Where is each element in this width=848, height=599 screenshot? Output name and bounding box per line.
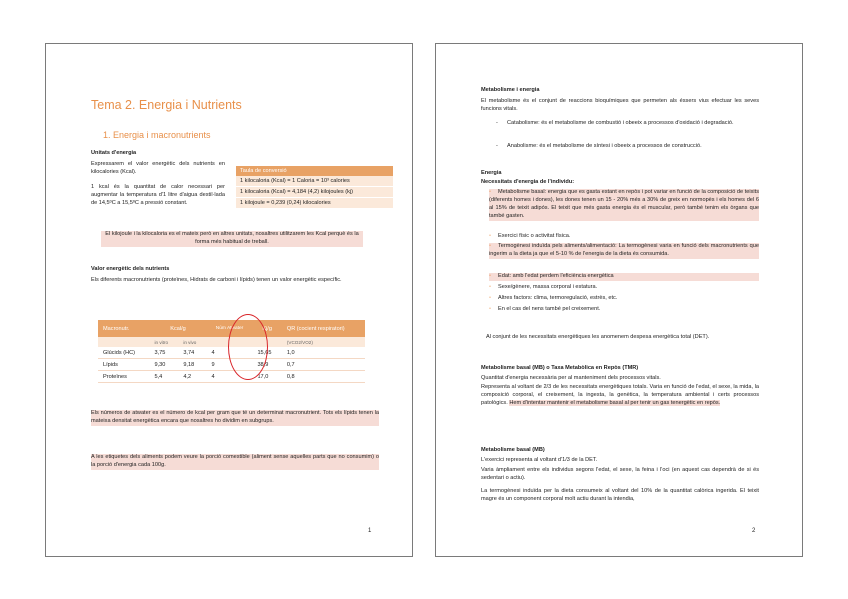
mb-heading: Metabolisme basal (MB): [481, 447, 545, 453]
table-cell: 1,0: [282, 347, 365, 359]
list-item: ▫ En el cas del nens també pel creixement.: [489, 306, 601, 312]
table-cell: 4: [207, 347, 253, 359]
table-cell: 0,7: [282, 359, 365, 371]
label-note: A les etiquetes dels aliments podem veure la porció comestible (aliment sense aquelles parts que no consumim) o la porció d'energia cada 100g.: [91, 454, 379, 468]
metabolism-paragraph: El metabolisme és el conjunt de reaccions bioquímiques que permeten als éssers vius efectuar les seves funcions vitals.: [481, 98, 759, 112]
tmr-heading: Metabolisme basal (MB) o Taxa Metabòlica en Repòs (TMR): [481, 365, 639, 371]
col-header-atwater: Núm Atwater: [207, 320, 253, 337]
nutrients-paragraph: Els diferents macronutrients (proteïnes, Hidrats de carboni i lípids) tenen un valor energètic específic.: [91, 277, 342, 283]
mb-paragraph-3: La termogènesi induïda per la dieta consumeix al voltant del 10% de la quantitat calòrica ingerida. El teixit magre és un component corporal molt actiu durant la intendia,: [481, 488, 759, 502]
document-page-2: [435, 43, 803, 557]
table-cell: 17,0: [252, 371, 281, 383]
table-cell: 3,74: [178, 347, 206, 359]
units-note: El kilojoule i la kilocaloria es el mateix però en altres unitats, nosaltres utilitzarem les Kcal perquè és la forma més habitual de treball.: [101, 231, 363, 247]
subheader-cell: in vitro: [149, 337, 178, 347]
document-page-1: [45, 43, 413, 557]
list-item: ▫ Metabolisme basal: energia que es gasta estant en repòs i pot variar en funció de la composició de teixits (diferents homes i dones), les dones tenen un 15 - 20% més a 30% de greix en normopès i els homes del 6 al 15% de teixit adipós. El teixit que més gasta energia és el muscular, però també tenim els òrgans que també gasten.: [489, 189, 759, 219]
list-item: ▫ Exercici físic o activitat física.: [489, 233, 571, 239]
page-number: 2: [752, 528, 756, 534]
table-cell: 4,2: [178, 371, 206, 383]
list-item: - Catabolisme: és el metabolisme de combustió i obeeix a processos d'oxidació i degradació.: [496, 120, 734, 126]
energy-heading: Energia: [481, 170, 502, 176]
table-cell: Glúcids (HC): [98, 347, 149, 359]
col-header-qr: QR (cocient respiratori): [282, 320, 365, 337]
table-cell: 38,9: [252, 359, 281, 371]
nutrients-heading: Valor energètic dels nutrients: [91, 266, 170, 272]
col-header-kj: Kj/g: [252, 320, 281, 337]
subheader-cell: [98, 337, 149, 347]
list-item: ▫ Edat: amb l'edat perdem l'eficiència energètica: [489, 273, 759, 281]
table-cell: 15,65: [252, 347, 281, 359]
conversion-row: 1 kilocaloria (Kcal) = 4,184 (4,2) kilojoules (kj): [236, 187, 393, 198]
col-header-kcal: Kcal/g: [149, 320, 206, 337]
table-row: [98, 371, 365, 383]
units-heading: Unitats d'energia: [91, 150, 137, 156]
section-heading: 1. Energia i macronutrients: [103, 130, 211, 140]
subheader-cell: (VCO2/VO2): [282, 337, 365, 347]
atwater-note: Els números de atwater es el número de kcal per gram que té un determinat macronutrient. Tots els lípids tenen la mateixa densitat energètica encara que nosaltres ho dividim en subgrups.: [91, 410, 379, 424]
atwater-highlight-circle: [228, 314, 268, 380]
table-cell: 9,30: [149, 359, 178, 371]
tmr-highlight: Hem d'intentar mantenir el metabolisme basal al per tenir un gas tenergètic en repòs.: [509, 399, 721, 406]
conversion-table: [236, 166, 393, 209]
table-cell: 9: [207, 359, 253, 371]
tmr-paragraph-2: Representa al voltant de 2/3 de les necessitats energètiques totals. Varia en funció de l'edat, el sexe, la mida, la composició corporal, el creixement, la ingesta, la genètica, la temperatura ambiental i certs processos patològics. Hem d'intentar mantenir el metabolisme basal al per tenir un gas tenergètic en repòs.: [481, 384, 759, 406]
det-note: Al conjunt de les necessitats energètiques les anomenem despesa energètica total (DET).: [486, 334, 710, 340]
list-item: ▫ Altres factors: clima, termoregulació, estrès, etc.: [489, 295, 618, 301]
table-cell: Proteïnes: [98, 371, 149, 383]
conversion-row: 1 kilocaloria (Kcal) = 1 Caloria = 10³ calories: [236, 176, 393, 187]
table-cell: 4: [207, 371, 253, 383]
mb-paragraph-1: L'exercici representa al voltant d'1/3 de la DET.: [481, 457, 598, 463]
table-cell: Lípids: [98, 359, 149, 371]
subheader-cell: in vivo: [178, 337, 206, 347]
list-item: ▫ Sexe/gènere, massa corporal i estatura.: [489, 284, 598, 290]
table-cell: 5,4: [149, 371, 178, 383]
mb-paragraph-2: Varia àmpliament entre els individus segons l'edat, el sexe, la feina i l'oci (en aquest cas dependrà de si és sedentari o actiu).: [481, 467, 759, 481]
units-paragraph-2: 1 kcal és la quantitat de calor necessari per augmentar la temperatura d'1 litre d'aigua destil·lada de 14,5ºC a 15,5ºC a pressió constant.: [91, 184, 225, 206]
conversion-row: 1 kilojoule = 0,239 (0,24) kilocalories: [236, 198, 393, 209]
conversion-table-header: Taula de conversió: [236, 166, 393, 176]
metabolism-heading: Metabolisme i energia: [481, 87, 540, 93]
table-cell: 9,18: [178, 359, 206, 371]
page-title: Tema 2. Energia i Nutrients: [91, 98, 242, 112]
units-paragraph-1: Expressarem el valor energètic dels nutrients en kilocalories (Kcal).: [91, 161, 225, 175]
col-header-macronutrient: Macronutr.: [98, 320, 149, 337]
table-cell: 0,8: [282, 371, 365, 383]
page-number: 1: [368, 528, 372, 534]
needs-heading: Necessitats d'energia de l'individu:: [481, 179, 575, 185]
list-item: - Anabolisme: és el metabolisme de síntesi i obeeix a processos de construcció.: [496, 143, 702, 149]
table-cell: 3,75: [149, 347, 178, 359]
list-item: ▫ Termogènesi induïda pels aliments/alimentació: La termogènesi varia en funció dels macronutrients que ingerim a la dieta ja que el 5-10 % de l'energia de la dieta és consumida.: [489, 243, 759, 257]
tmr-paragraph-1: Quantitat d'energia necessària per al manteniment dels processos vitals.: [481, 375, 661, 381]
